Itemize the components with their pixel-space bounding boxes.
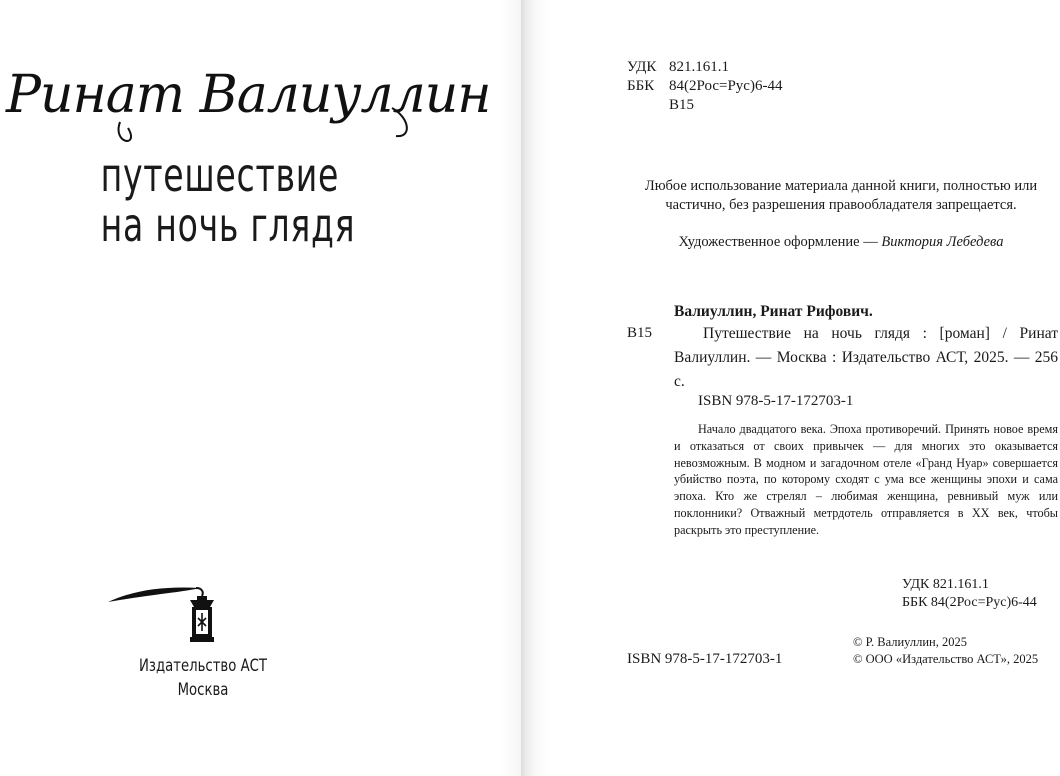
- udk-label: УДК: [627, 59, 657, 75]
- bibliographic-description: Путешествие на ночь глядя : [роман] / Ринат Валиуллин. — Москва : Издательство АСТ, 2025. — 256 с.: [674, 325, 1058, 390]
- isbn-bottom: ISBN 978-5-17-172703-1: [627, 651, 783, 667]
- publisher-name: Издательство АСТ: [138, 656, 268, 676]
- classification-codes-bottom: [902, 576, 1037, 612]
- abstract: Начало двадцатого века. Эпоха противоречий. Принять новое время и отказаться от своих привычек — для многих это оказывается невозможным. В модном и загадочном отеле «Гранд Нуар» совершается убийство поэта, по которому сходят с ума все женщины эпохи и сама эпоха. Кто же стрелял – любимая женщина, ревнивый муж или поклонники? Отважный метрдотель отправляется в XX век, чтобы раскрыть это преступление.: [674, 422, 1058, 537]
- design-label: Художественное оформление —: [678, 234, 882, 250]
- bbk-value: 84(2Рос=Рус)6-44: [669, 78, 783, 94]
- title-line-1: путешествие: [100, 148, 340, 202]
- title-line-2: на ночь глядя: [100, 198, 356, 252]
- gutter-shadow: [500, 0, 521, 776]
- publisher-block: [123, 654, 284, 702]
- signature-graphic: [0, 52, 491, 148]
- isbn: ISBN 978-5-17-172703-1: [698, 393, 854, 409]
- copyright-publisher: © ООО «Издательство АСТ», 2025: [853, 652, 1039, 666]
- classification-codes-top: [627, 58, 782, 115]
- cutter-code: В15: [669, 97, 695, 113]
- class-code: В15: [627, 325, 653, 341]
- publisher-city: Москва: [177, 680, 229, 700]
- lantern-icon: [104, 580, 234, 650]
- copyright-author: © Р. Валиуллин, 2025: [853, 635, 967, 649]
- copyright-block: [853, 634, 1038, 668]
- udk-bottom: УДК 821.161.1: [902, 577, 989, 592]
- author-signature: [0, 52, 491, 148]
- design-credit: [622, 233, 1060, 252]
- left-page: [0, 0, 521, 776]
- author-heading: Валиуллин, Ринат Рифович.: [674, 303, 873, 320]
- bbk-bottom: ББК 84(2Рос=Рус)6-44: [902, 595, 1037, 610]
- book-title: [100, 148, 356, 252]
- signature-text: Ринат Валиуллин: [6, 65, 491, 125]
- bbk-label: ББК: [627, 78, 655, 94]
- design-artist: Виктория Лебедева: [881, 234, 1004, 250]
- rights-notice: Любое использование материала данной книги, полностью или частично, без разрешения правообладателя запрещается.: [644, 178, 1038, 213]
- udk-value: 821.161.1: [669, 59, 729, 75]
